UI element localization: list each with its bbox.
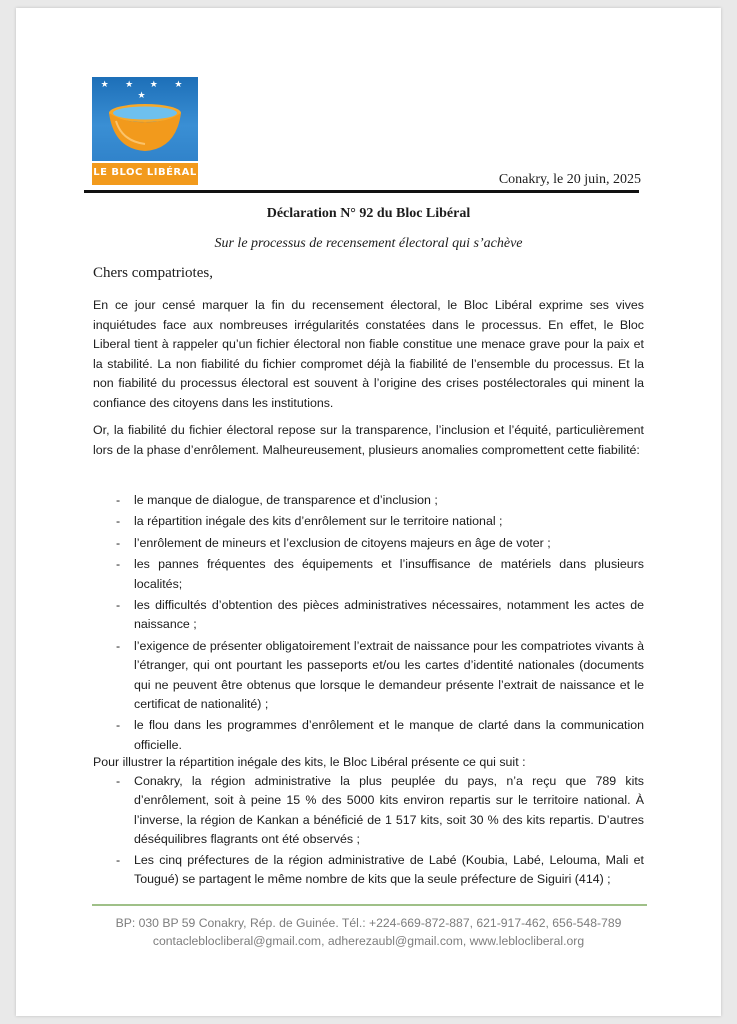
salutation: Chers compatriotes, — [93, 265, 213, 281]
declaration-title: Déclaration N° 92 du Bloc Libéral — [266, 206, 471, 221]
list-item: - l’enrôlement de mineurs et l’exclusion de citoyens majeurs en âge de voter ; — [110, 534, 644, 553]
list-item: - le flou dans les programmes d’enrôlement et le manque de clarté dans la communication officielle. — [110, 716, 644, 755]
footer-address: BP: 030 BP 59 Conakry, Rép. de Guinée. Tél.: +224-669-872-887, 621-917-462, 656-548-789 — [115, 916, 622, 930]
kits-list — [110, 772, 644, 890]
document-date: Conakry, le 20 juin, 2025 — [498, 172, 641, 187]
stars-decoration: ★ ★ ★ ★ ★ — [100, 79, 190, 100]
list-item: - Conakry, la région administrative la plus peuplée du pays, n’a reçu que 789 kits d’enrôlement, soit à peine 15 % des 5000 kits environ repartis sur le territoire national. À l’inverse, la région de Kankan a bénéficié de 1 517 kits, soit 30 % des kits repartis. D’autres déséquilibres flagrants ont été observés ; — [110, 772, 644, 850]
list-item: - Les cinq préfectures de la région administrative de Labé (Koubia, Labé, Lelouma, Mali et Tougué) se partagent le même nombre de kits que la seule préfecture de Siguiri (414) ; — [110, 851, 644, 890]
list-item: - le manque de dialogue, de transparence et d’inclusion ; — [110, 491, 644, 510]
anomalies-list — [110, 491, 644, 757]
kits-intro-paragraph: Pour illustrer la répartition inégale des kits, le Bloc Libéral présente ce qui suit : — [93, 755, 526, 769]
footer-contacts: contacleblocliberal@gmail.com, adherezaubl@gmail.com, www.leblocliberal.org — [152, 934, 585, 948]
header-rule — [84, 190, 639, 193]
intro-paragraph: En ce jour censé marquer la fin du recensement électoral, le Bloc Libéral exprime ses vives inquiétudes face aux nombreuses irrégularités constatées dans le processus. En effet, le Bloc Liberal tient à rappeler qu’un fichier électoral non fiable constitue une menace grave pour la paix et la stabilité. La non fiabilité du fichier compromet déjà la fiabilité de l’ensemble du processus. Et la non fiabilité du processus électoral est souvent à l’origine des crises postélectorales qui minent la confiance des citoyens dans les institutions. — [93, 298, 644, 410]
orange-bowl-icon — [106, 101, 184, 153]
list-item: - l’exigence de présenter obligatoirement l’extrait de naissance pour les compatriotes vivants à l’étranger, qui ont pourtant les passeports et/ou les cartes d’identité nationales (documents qui ne peuvent être obtenus que lorsque le demandeur présente l’extrait de naissance et le certificat de nationalité) ; — [110, 637, 644, 715]
declaration-subtitle: Sur le processus de recensement électoral qui s’achève — [214, 236, 523, 251]
list-item: - la répartition inégale des kits d’enrôlement sur le territoire national ; — [110, 512, 644, 531]
logo-banner: LE BLOC LIBÉRAL — [92, 161, 198, 185]
reliability-paragraph: Or, la fiabilité du fichier électoral repose sur la transparence, l’inclusion et l’équité, particulièrement lors de la phase d’enrôlement. Malheureusement, plusieurs anomalies compromettent cette fiabilité: — [93, 423, 644, 457]
footer-rule — [92, 904, 647, 906]
bloc-liberal-logo — [92, 77, 198, 185]
list-item: - les difficultés d’obtention des pièces administratives nécessaires, notamment les actes de naissance ; — [110, 596, 644, 635]
list-item: - les pannes fréquentes des équipements et l’insuffisance de matériels dans plusieurs localités; — [110, 555, 644, 594]
